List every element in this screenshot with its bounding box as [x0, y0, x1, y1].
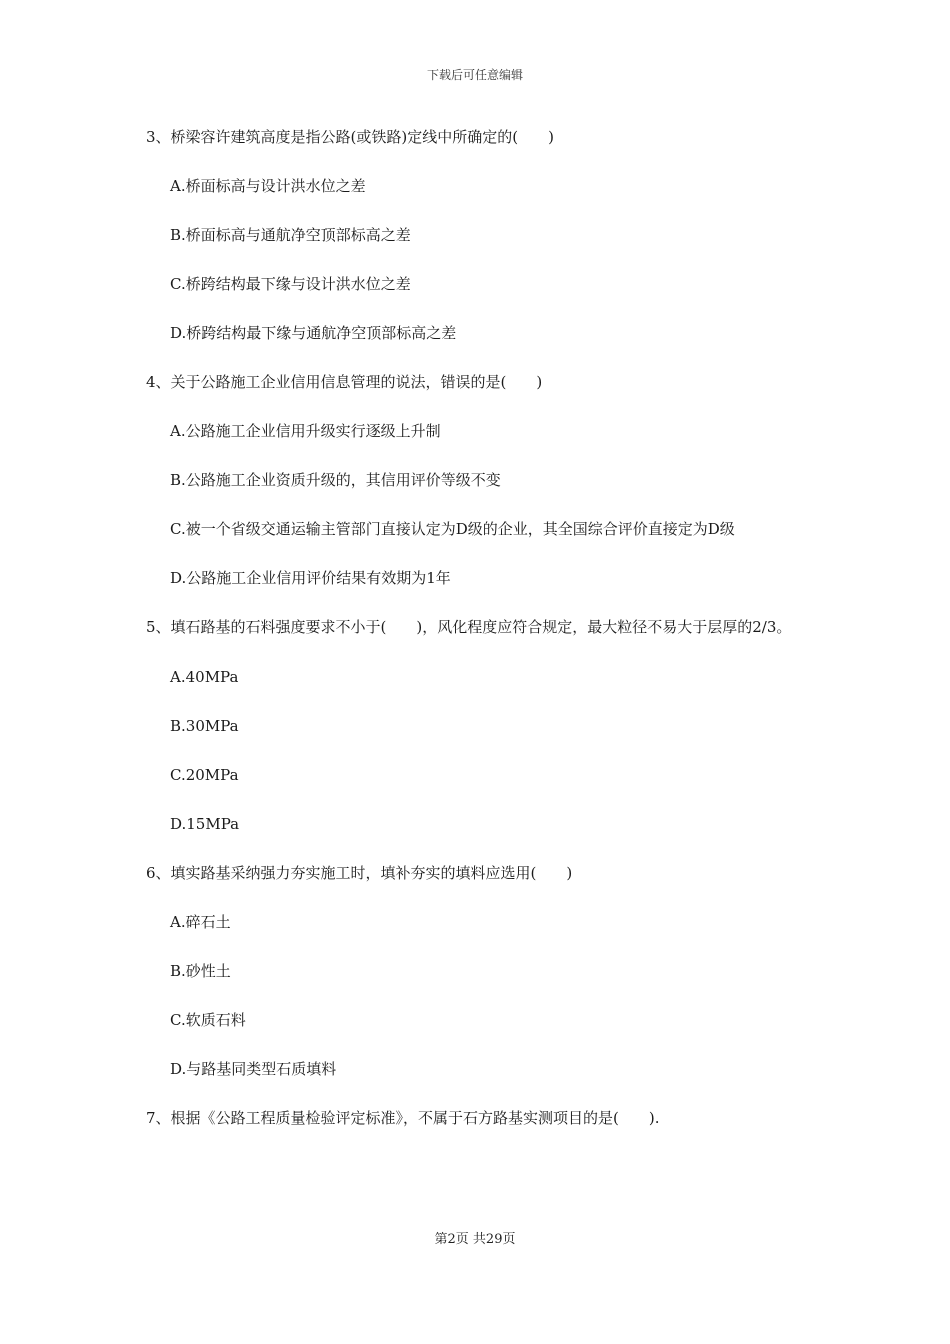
question-stem: 6、填实路基采纳强力夯实施工时，填补夯实的填料应选用( ) — [146, 864, 573, 882]
page-footer: 第2页 共29页 — [434, 1232, 516, 1247]
option-b: B.30MPa — [170, 717, 239, 735]
question-stem: 5、填石路基的石料强度要求不小于( )，风化程度应符合规定，最大粒径不易大于层厚的2/3。 — [146, 618, 792, 636]
option-b: B.砂性土 — [170, 962, 231, 980]
option-c: C.桥跨结构最下缘与设计洪水位之差 — [170, 275, 411, 293]
page-header: 下载后可任意编辑 — [426, 68, 523, 82]
option-a: A.桥面标高与设计洪水位之差 — [170, 177, 366, 195]
question-6 — [146, 860, 816, 1082]
question-stem: 7、根据《公路工程质量检验评定标准》，不属于石方路基实测项目的是( ). — [146, 1109, 660, 1127]
option-d: D.桥跨结构最下缘与通航净空顶部标高之差 — [170, 324, 457, 342]
question-4 — [146, 369, 816, 591]
option-b: B.桥面标高与通航净空顶部标高之差 — [170, 226, 411, 244]
option-a: A.40MPa — [170, 668, 239, 686]
question-7 — [146, 1105, 816, 1131]
question-stem: 3、桥梁容许建筑高度是指公路(或铁路)定线中所确定的( ) — [146, 128, 554, 146]
question-stem: 4、关于公路施工企业信用信息管理的说法，错误的是( ) — [146, 373, 543, 391]
question-5 — [146, 614, 816, 837]
question-3 — [146, 124, 816, 346]
option-c: C.被一个省级交通运输主管部门直接认定为D级的企业，其全国综合评价直接定为D级 — [170, 520, 735, 538]
option-a: A.碎石土 — [170, 913, 231, 931]
document-body — [146, 124, 816, 1154]
option-a: A.公路施工企业信用升级实行逐级上升制 — [170, 422, 441, 440]
option-b: B.公路施工企业资质升级的，其信用评价等级不变 — [170, 471, 501, 489]
option-d: D.15MPa — [170, 815, 240, 833]
option-c: C.20MPa — [170, 766, 239, 784]
option-d: D.公路施工企业信用评价结果有效期为1年 — [170, 569, 451, 587]
option-c: C.软质石料 — [170, 1011, 246, 1029]
option-d: D.与路基同类型石质填料 — [170, 1060, 337, 1078]
